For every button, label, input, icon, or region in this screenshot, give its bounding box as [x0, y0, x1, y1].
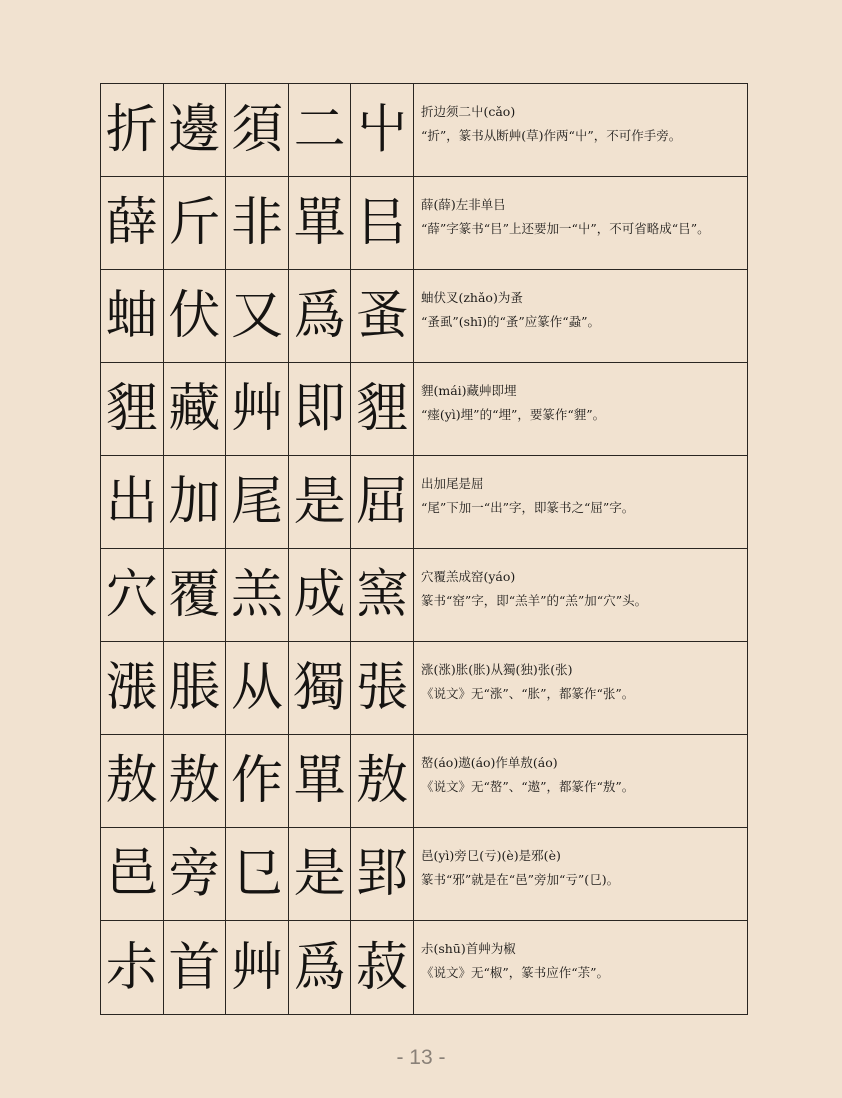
table-row	[101, 549, 747, 642]
note-body: “折”，篆书从断艸(草)作两“屮”，不可作手旁。	[420, 128, 682, 144]
seal-glyph: 窯	[351, 549, 414, 641]
seal-glyph: 覆	[164, 549, 227, 641]
seal-glyph: 㠯	[351, 177, 414, 269]
note-heading: 嶅(áo)遨(áo)作单敖(áo)	[420, 755, 558, 770]
table-row	[101, 735, 747, 828]
seal-glyph: 邑	[101, 828, 164, 920]
row-note	[414, 177, 747, 269]
seal-glyph: 張	[351, 642, 414, 734]
seal-glyph: 蚰	[101, 270, 164, 362]
note-heading: 貍(mái)藏艸即埋	[420, 383, 517, 398]
row-note	[414, 270, 747, 362]
seal-glyph: 單	[289, 735, 352, 827]
table-row	[101, 177, 747, 270]
seal-glyph: 即	[289, 363, 352, 455]
seal-glyph: 二	[289, 84, 352, 176]
note-body: 《说文》无“涨”、“胀”，都篆作“张”。	[420, 686, 635, 702]
seal-glyph: 須	[226, 84, 289, 176]
seal-glyph: 貍	[101, 363, 164, 455]
table-row	[101, 642, 747, 735]
note-heading: 尗(shū)首艸为椒	[420, 941, 516, 956]
table-row	[101, 363, 747, 456]
note-body: 《说文》无“椒”，篆书应作“茮”。	[420, 965, 610, 981]
note-heading: 穴覆羔成窑(yáo)	[420, 569, 516, 584]
note-heading: 邑(yì)旁㔾(亏)(è)是邪(è)	[420, 848, 561, 863]
note-body: 篆书“窑”字，即“羔羊”的“羔”加“穴”头。	[420, 593, 648, 609]
note-heading: 出加尾是屈	[420, 476, 484, 491]
note-heading: 薛(薛)左非单㠯	[420, 197, 506, 212]
note-body: “瘗(yì)埋”的“埋”，要篆作“貍”。	[420, 407, 606, 423]
table-row	[101, 84, 747, 177]
note-heading: 涨(涨)胀(胀)从獨(独)张(张)	[420, 662, 573, 677]
seal-glyph: 首	[164, 921, 227, 1014]
seal-glyph: 㔾	[226, 828, 289, 920]
seal-glyph: 蚤	[351, 270, 414, 362]
seal-glyph: 敖	[101, 735, 164, 827]
seal-glyph: 屮	[351, 84, 414, 176]
row-note	[414, 642, 747, 734]
seal-glyph: 折	[101, 84, 164, 176]
note-heading: 蚰伏叉(zhǎo)为蚤	[420, 290, 523, 305]
seal-glyph: 艸	[226, 363, 289, 455]
seal-glyph: 薛	[101, 177, 164, 269]
seal-glyph: 菽	[351, 921, 414, 1014]
note-heading: 折边须二屮(cǎo)	[420, 104, 516, 119]
note-body: “薛”字篆书“㠯”上还要加一“屮”，不可省略成“㠯”。	[420, 221, 710, 237]
row-note	[414, 84, 747, 176]
page-number: - 13 -	[396, 1046, 446, 1069]
seal-glyph: 邊	[164, 84, 227, 176]
seal-glyph: 尾	[226, 456, 289, 548]
seal-glyph: 加	[164, 456, 227, 548]
seal-glyph: 漲	[101, 642, 164, 734]
seal-glyph: 敖	[351, 735, 414, 827]
note-body: 《说文》无“嶅”、“遨”，都篆作“敖”。	[420, 779, 635, 795]
table-row	[101, 921, 747, 1014]
row-note	[414, 735, 747, 827]
note-body: “尾”下加一“出”字，即篆书之“屈”字。	[420, 500, 635, 516]
seal-glyph: 穴	[101, 549, 164, 641]
row-note	[414, 921, 747, 1014]
table-row	[101, 456, 747, 549]
seal-glyph: 又	[226, 270, 289, 362]
seal-glyph: 羔	[226, 549, 289, 641]
note-body: “蚤虱”(shī)的“蚤”应篆作“蝨”。	[420, 314, 601, 330]
seal-glyph: 伏	[164, 270, 227, 362]
seal-glyph: 郢	[351, 828, 414, 920]
seal-glyph: 爲	[289, 270, 352, 362]
seal-glyph: 爲	[289, 921, 352, 1014]
table-row	[101, 270, 747, 363]
note-body: 篆书“邪”就是在“邑”旁加“亏”(㔾)。	[420, 872, 620, 888]
seal-glyph: 旁	[164, 828, 227, 920]
glyph-table	[100, 83, 748, 1015]
seal-glyph: 非	[226, 177, 289, 269]
seal-glyph: 出	[101, 456, 164, 548]
row-note	[414, 549, 747, 641]
seal-glyph: 脹	[164, 642, 227, 734]
seal-glyph: 斤	[164, 177, 227, 269]
table-row	[101, 828, 747, 921]
row-note	[414, 828, 747, 920]
seal-glyph: 屈	[351, 456, 414, 548]
seal-glyph: 尗	[101, 921, 164, 1014]
seal-glyph: 是	[289, 828, 352, 920]
seal-glyph: 貍	[351, 363, 414, 455]
seal-glyph: 艸	[226, 921, 289, 1014]
seal-glyph: 藏	[164, 363, 227, 455]
seal-glyph: 單	[289, 177, 352, 269]
row-note	[414, 363, 747, 455]
seal-glyph: 是	[289, 456, 352, 548]
seal-glyph: 敖	[164, 735, 227, 827]
row-note	[414, 456, 747, 548]
seal-glyph: 獨	[289, 642, 352, 734]
seal-glyph: 从	[226, 642, 289, 734]
seal-glyph: 作	[226, 735, 289, 827]
seal-glyph: 成	[289, 549, 352, 641]
